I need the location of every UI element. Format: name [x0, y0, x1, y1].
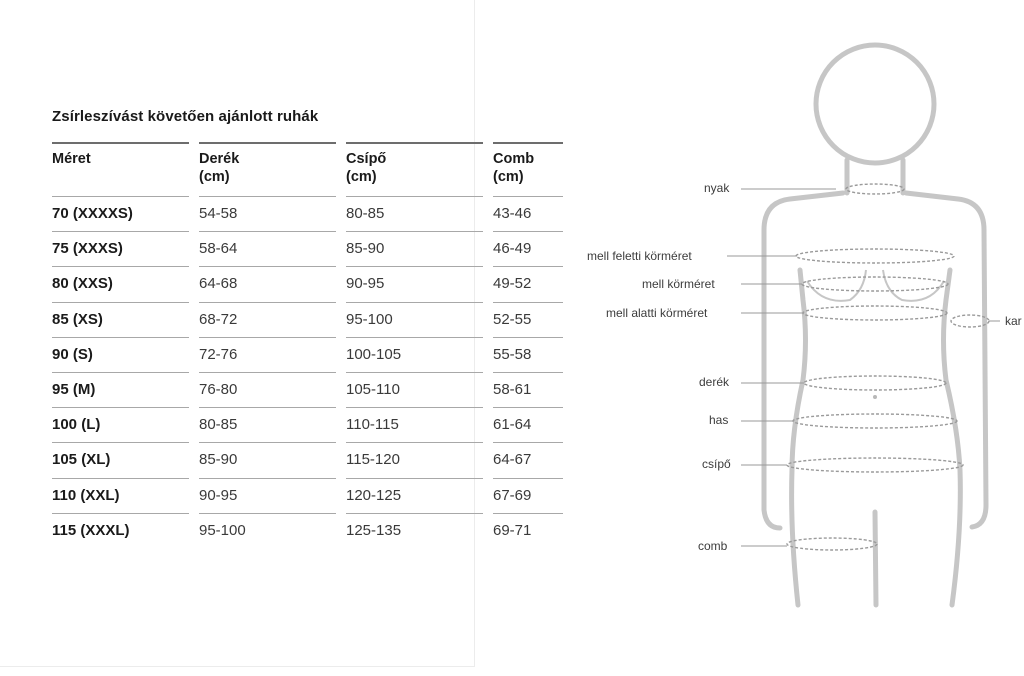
label-mell-feletti: mell feletti körméret — [587, 249, 692, 263]
cell-size-text: 85 (XS) — [52, 310, 103, 328]
cell-waist — [199, 337, 346, 372]
cell-waist — [199, 372, 346, 407]
cell-hip-text: 120-125 — [346, 486, 402, 504]
neck-measure-ring — [846, 184, 904, 194]
cell-size — [52, 372, 199, 407]
table-row — [52, 407, 573, 442]
cell-waist-text: 95-100 — [199, 521, 246, 539]
cell-hip — [346, 513, 493, 548]
navel-mark — [873, 395, 877, 399]
cell-hip-text: 100-105 — [346, 345, 402, 363]
cell-waist-text: 76-80 — [199, 380, 238, 398]
cell-size — [52, 266, 199, 301]
cell-thigh — [493, 513, 573, 548]
cell-thigh — [493, 231, 573, 266]
header-csipo-label: Csípő — [346, 151, 387, 167]
cell-thigh — [493, 337, 573, 372]
cell-size — [52, 407, 199, 442]
cell-hip — [346, 266, 493, 301]
cell-hip — [346, 442, 493, 477]
table-title: Zsírleszívást követően ajánlott ruhák — [52, 108, 319, 125]
cell-thigh-text: 64-67 — [493, 451, 532, 469]
cell-waist — [199, 266, 346, 301]
cell-waist-text: 68-72 — [199, 310, 238, 328]
cell-size — [52, 478, 199, 513]
cell-thigh — [493, 196, 573, 231]
cell-hip — [346, 302, 493, 337]
thigh-measure-ring — [787, 538, 877, 550]
cell-size-text: 115 (XXXL) — [52, 521, 130, 539]
head-outline — [816, 45, 934, 163]
inner-leg-outline — [875, 512, 876, 605]
cell-waist — [199, 196, 346, 231]
cell-thigh-text: 43-46 — [493, 205, 532, 222]
table-row — [52, 442, 573, 477]
cell-thigh — [493, 478, 573, 513]
table-row — [52, 231, 573, 266]
cell-waist — [199, 407, 346, 442]
label-comb: comb — [698, 539, 728, 553]
cell-thigh-text: 58-61 — [493, 380, 532, 398]
header-derek-label: Derék — [199, 151, 240, 167]
label-nyak: nyak — [704, 181, 730, 195]
cell-size — [52, 302, 199, 337]
table-row — [52, 337, 573, 372]
cell-hip-text: 110-115 — [346, 416, 399, 434]
header-meret — [52, 142, 199, 196]
cell-size-text: 100 (L) — [52, 416, 101, 434]
table-row — [52, 302, 573, 337]
cell-hip-text: 125-135 — [346, 521, 402, 539]
cell-waist-text: 64-68 — [199, 275, 238, 293]
cell-waist — [199, 513, 346, 548]
cell-waist-text: 90-95 — [199, 486, 238, 504]
cell-thigh — [493, 442, 573, 477]
cell-waist-text: 72-76 — [199, 345, 238, 363]
cell-thigh-text: 52-55 — [493, 310, 532, 328]
cell-thigh-text: 55-58 — [493, 345, 532, 363]
cell-waist — [199, 442, 346, 477]
size-table — [52, 142, 573, 548]
cell-thigh-text: 67-69 — [493, 486, 532, 504]
cell-hip — [346, 337, 493, 372]
cell-thigh — [493, 302, 573, 337]
cell-hip-text: 115-120 — [346, 451, 400, 469]
cell-size-text: 80 (XXS) — [52, 275, 113, 293]
table-row — [52, 372, 573, 407]
cell-hip — [346, 478, 493, 513]
cell-size-text: 110 (XXL) — [52, 486, 120, 504]
torso-left-outline — [792, 270, 806, 605]
cell-thigh-text: 46-49 — [493, 240, 532, 258]
overbust-measure-ring — [796, 249, 954, 263]
label-kar: kar — [1005, 314, 1022, 328]
header-derek-unit: (cm) — [199, 169, 230, 185]
cell-hip — [346, 407, 493, 442]
cell-hip-text: 80-85 — [346, 205, 385, 222]
header-csipo — [346, 142, 493, 196]
cell-thigh — [493, 372, 573, 407]
bust-left-curve — [807, 270, 866, 301]
body-measurement-diagram — [580, 30, 1024, 620]
label-has: has — [709, 413, 729, 427]
cell-size — [52, 196, 199, 231]
cell-hip-text: 105-110 — [346, 380, 400, 398]
header-comb — [493, 142, 573, 196]
cell-hip-text: 95-100 — [346, 310, 393, 328]
cell-waist-text: 54-58 — [199, 205, 238, 222]
header-meret-label: Méret — [52, 151, 91, 167]
bust-right-curve — [883, 270, 944, 301]
cell-hip — [346, 196, 493, 231]
belly-measure-ring — [793, 414, 957, 428]
cell-size-text: 75 (XXXS) — [52, 240, 123, 258]
cell-waist-text: 85-90 — [199, 451, 238, 469]
cell-thigh-text: 49-52 — [493, 275, 532, 293]
cell-thigh-text: 69-71 — [493, 521, 532, 539]
cell-thigh-text: 61-64 — [493, 416, 532, 434]
cell-thigh — [493, 266, 573, 301]
table-row — [52, 478, 573, 513]
underbust-measure-ring — [803, 306, 947, 320]
cell-waist — [199, 302, 346, 337]
cell-size — [52, 337, 199, 372]
cell-size-text: 70 (XXXXS) — [52, 205, 133, 222]
cell-size — [52, 513, 199, 548]
cell-size-text: 90 (S) — [52, 345, 93, 363]
cell-hip — [346, 231, 493, 266]
cell-hip — [346, 372, 493, 407]
table-row — [52, 513, 573, 548]
header-csipo-unit: (cm) — [346, 169, 377, 185]
cell-hip-text: 90-95 — [346, 275, 385, 293]
cell-hip-text: 85-90 — [346, 240, 385, 258]
cell-size-text: 105 (XL) — [52, 451, 111, 469]
cell-waist-text: 58-64 — [199, 240, 238, 258]
cell-size — [52, 231, 199, 266]
label-mell: mell körméret — [642, 277, 715, 291]
table-body — [52, 196, 573, 548]
header-derek — [199, 142, 346, 196]
cell-size-text: 95 (M) — [52, 380, 96, 398]
hip-measure-ring — [787, 458, 963, 472]
label-derek: derék — [699, 375, 730, 389]
cell-thigh — [493, 407, 573, 442]
label-mell-alatti: mell alatti körméret — [606, 306, 708, 320]
waist-measure-ring — [804, 376, 946, 390]
cell-waist — [199, 478, 346, 513]
table-row — [52, 266, 573, 301]
cell-waist — [199, 231, 346, 266]
table-header-row — [52, 142, 573, 196]
header-comb-unit: (cm) — [493, 169, 524, 185]
label-csipo: csípő — [702, 457, 731, 471]
bust-measure-ring — [802, 277, 948, 291]
table-row — [52, 196, 573, 231]
cell-size — [52, 442, 199, 477]
cell-waist-text: 80-85 — [199, 416, 238, 434]
header-comb-label: Comb — [493, 151, 535, 167]
